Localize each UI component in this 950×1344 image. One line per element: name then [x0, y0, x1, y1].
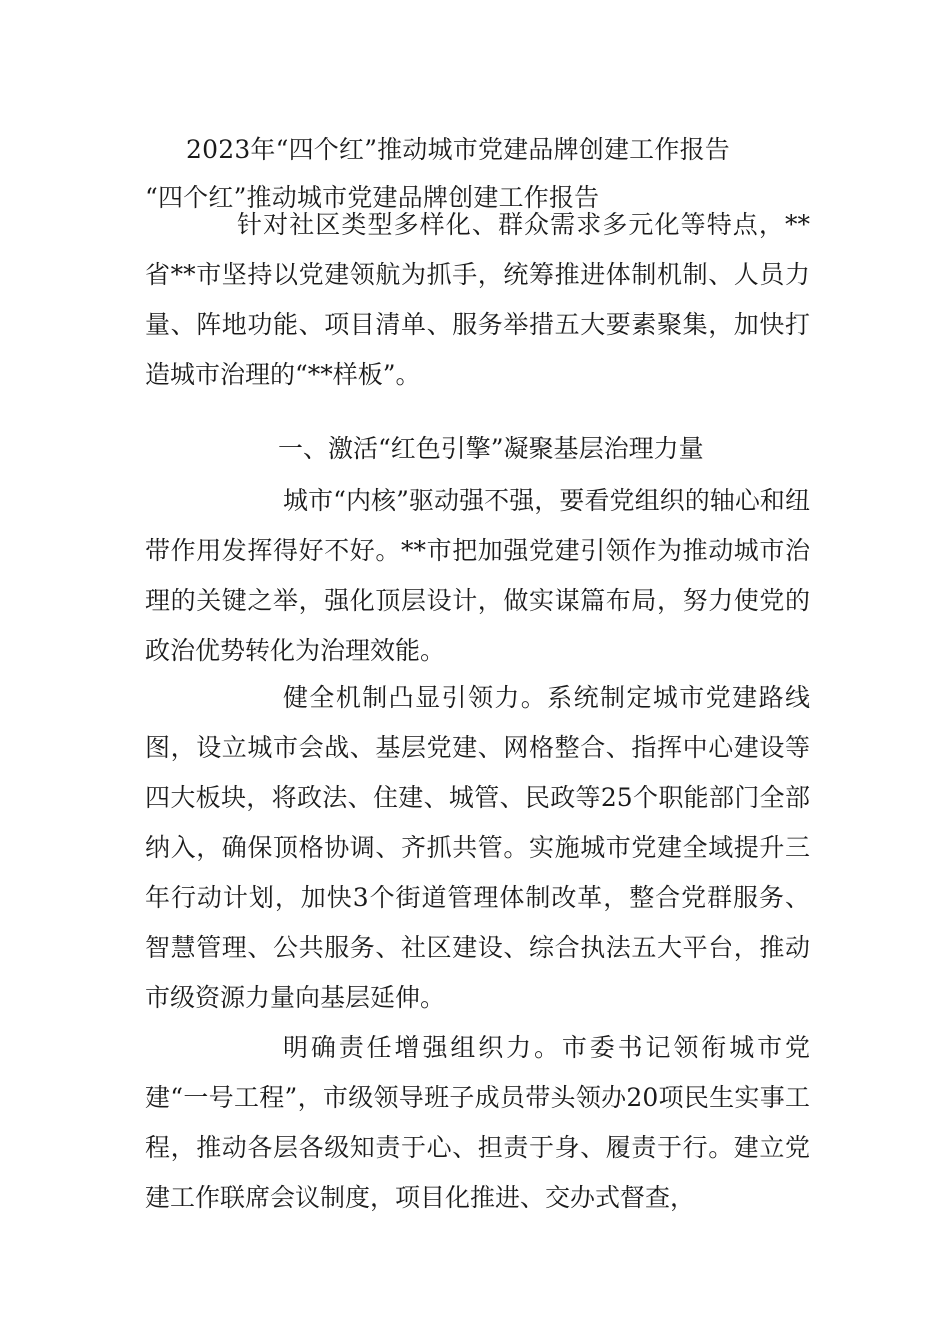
section-heading: 一、激活“红色引擎”凝聚基层治理力量	[278, 434, 704, 463]
body-paragraph: 明确责任增强组织力。市委书记领衔城市党建“一号工程”，市级领导班子成员带头领办20项民生实事工程，推动各层各级知责于心、担责于身、履责于行。建立党建工作联席会议制度，项目化推进、交办式督查，	[145, 1033, 810, 1212]
body-paragraph: 城市“内核”驱动强不强，要看党组织的轴心和纽带作用发挥得好不好。**市把加强党建引领作为推动城市治理的关键之举，强化顶层设计，做实谋篇布局，努力使党的政治优势转化为治理效能。	[145, 486, 810, 665]
document-subtitle: “四个红”推动城市党建品牌创建工作报告	[145, 183, 600, 212]
intro-paragraph: 针对社区类型多样化、群众需求多元化等特点，**省**市坚持以党建领航为抓手，统筹推进体制机制、人员力量、阵地功能、项目清单、服务举措五大要素聚集，加快打造城市治理的“**样板”。	[145, 210, 810, 389]
body-paragraph: 健全机制凸显引领力。系统制定城市党建路线图，设立城市会战、基层党建、网格整合、指挥中心建设等四大板块，将政法、住建、城管、民政等25个职能部门全部纳入，确保顶格协调、齐抓共管。实施城市党建全域提升三年行动计划，加快3个街道管理体制改革，整合党群服务、智慧管理、公共服务、社区建设、综合执法五大平台，推动市级资源力量向基层延伸。	[145, 683, 810, 1012]
document-title: 2023年“四个红”推动城市党建品牌创建工作报告	[186, 135, 730, 164]
